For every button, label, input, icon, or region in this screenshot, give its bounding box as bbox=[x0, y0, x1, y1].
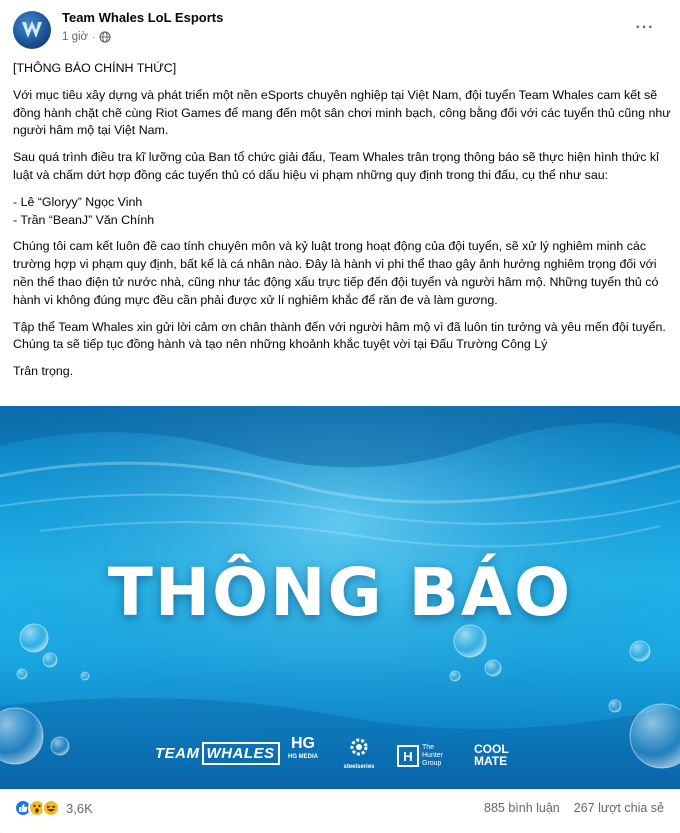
post-paragraph: Sau quá trình điều tra kĩ lưỡng của Ban tổ chức giải đấu, Team Whales trân trọng thông báo sẽ thực hiện hình thức kỉ luật và chấm dứt hợp đồng các tuyển thủ có dấu hiệu vi phạm những quy định trong thi đấu, cụ thể như sau: bbox=[13, 150, 659, 182]
haha-icon bbox=[42, 799, 60, 817]
coolmate-logo bbox=[474, 743, 509, 767]
steelseries-icon bbox=[348, 736, 370, 758]
shares-count-link[interactable]: 267 lượt chia sẻ bbox=[573, 801, 664, 815]
team-logo-text: TEAM bbox=[155, 745, 200, 762]
post-time[interactable]: 1 giờ bbox=[62, 31, 89, 43]
hg-media-logo bbox=[288, 736, 318, 760]
comments-count-link[interactable]: 885 bình luận bbox=[484, 801, 560, 815]
hunter-label bbox=[422, 744, 443, 768]
hunter-line: Hunter bbox=[422, 752, 444, 759]
globe-icon[interactable] bbox=[99, 31, 111, 43]
hunter-group-logo bbox=[397, 744, 443, 768]
page-name-link[interactable]: Team Whales LoL Esports bbox=[62, 10, 224, 25]
more-options-icon: ··· bbox=[635, 19, 655, 36]
post-footer bbox=[0, 789, 680, 833]
post-paragraph: Tập thể Team Whales xin gửi lời cảm ơn chân thành đến với người hâm mộ vì đã luôn tin tưởng và yêu mến đội tuyển. Chúng ta sẽ tiếp tục đồng hành và tạo nên những khoảnh khắc tuyệt vời tại Đấu Trường Công Lý bbox=[13, 319, 666, 352]
team-whales-logo-icon bbox=[18, 16, 46, 44]
player-list-item: - Lê “Gloryy” Ngọc Vinh bbox=[13, 194, 143, 209]
post-signoff: Trân trọng. bbox=[13, 364, 74, 379]
post-paragraph: Chúng tôi cam kết luôn đề cao tính chuyên môn và kỷ luật trong hoạt động của đội tuyển, sẽ xử lý nghiêm minh các trường hợp vi phạm quy định, bất kể là cá nhân nào. Đây là hành vi phi thể thao gây ảnh hưởng nghiêm trọng đối với nền thể thao điện tử nước nhà, cũng như tác động xấu trực tiếp đến đội tuyển và người hâm mộ. Những tuyển thủ có hành vi không đúng mực đều cần phải được xử lí nghiêm khắc để răn đe và làm gương. bbox=[13, 239, 659, 307]
whales-logo-text: WHALES bbox=[202, 742, 280, 765]
hunter-line: Group bbox=[422, 760, 442, 767]
player-list-item: - Trần “BeanJ” Văn Chính bbox=[13, 212, 155, 227]
hg-media-label: HG MEDIA bbox=[288, 754, 318, 760]
post-body bbox=[13, 60, 673, 390]
engagement-stats bbox=[484, 801, 664, 815]
coolmate-line: COOL bbox=[474, 742, 509, 756]
steelseries-label: steelseries bbox=[343, 764, 375, 770]
sponsor-logos bbox=[0, 736, 680, 776]
page-avatar[interactable] bbox=[13, 11, 51, 49]
steelseries-logo bbox=[342, 736, 376, 770]
post-heading: [THÔNG BÁO CHÍNH THỨC] bbox=[13, 61, 177, 75]
meta-separator: · bbox=[92, 31, 96, 43]
hunter-mark: H bbox=[397, 745, 419, 767]
reaction-summary[interactable] bbox=[14, 799, 93, 817]
coolmate-line: MATE bbox=[474, 754, 508, 768]
reaction-count: 3,6K bbox=[66, 800, 93, 816]
team-whales-logo bbox=[155, 746, 280, 761]
post-header bbox=[0, 0, 680, 56]
post-image[interactable] bbox=[0, 406, 680, 789]
post-meta bbox=[62, 31, 111, 43]
post-paragraph: Với mục tiêu xây dựng và phát triển một nền eSports chuyên nghiệp tại Việt Nam, đội tuyển Team Whales cam kết sẽ đồng hành chặt chẽ cùng Riot Games để mang đến một sân chơi minh bạch, công bằng đối với các tuyển thủ cũng như người hâm mộ tại Việt Nam. bbox=[13, 87, 671, 138]
hunter-line: The bbox=[422, 744, 435, 751]
hg-mark: HG bbox=[291, 735, 315, 752]
more-options-button[interactable] bbox=[631, 14, 659, 42]
banner-title: THÔNG BÁO bbox=[107, 554, 573, 631]
